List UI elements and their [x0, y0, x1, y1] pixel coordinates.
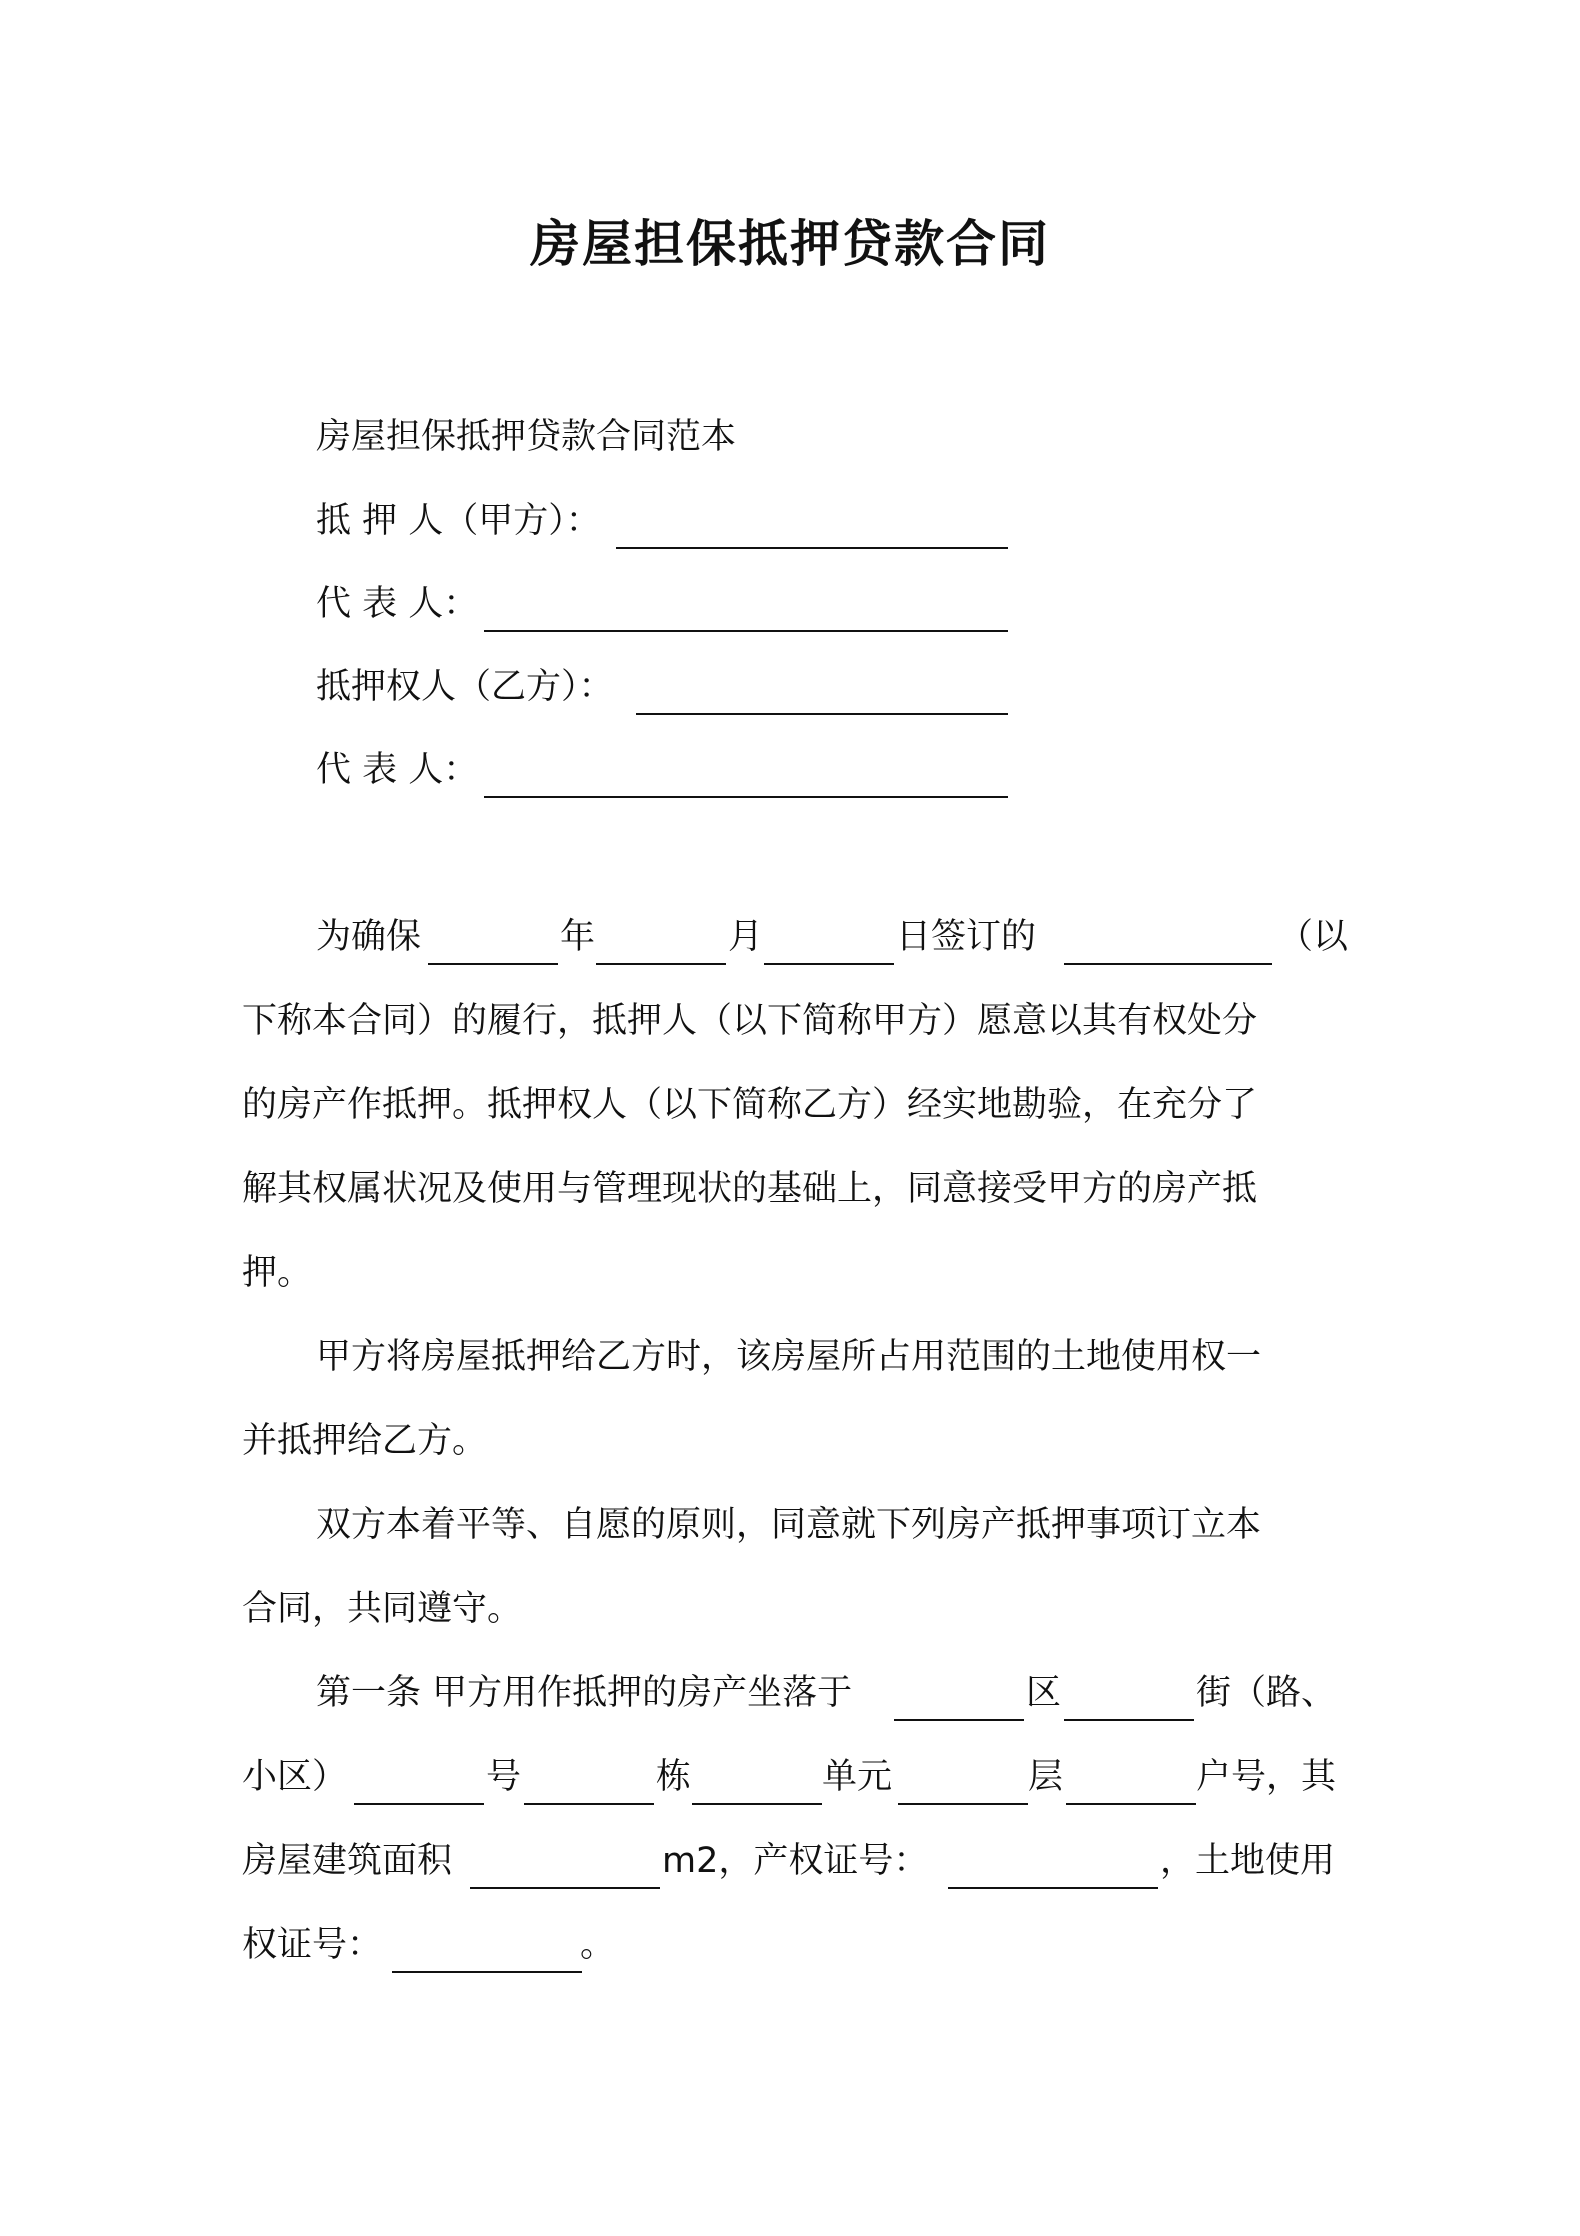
preamble-t4: 日签订的: [896, 917, 1037, 957]
article1-t2: 区: [1026, 1673, 1062, 1713]
article1-l3-t3: ，土地使用: [1160, 1841, 1336, 1881]
land-cert-blank[interactable]: [392, 1970, 582, 1973]
preamble-t2: 年: [560, 917, 596, 957]
preamble-line5: 押。: [242, 1253, 313, 1293]
year-blank[interactable]: [428, 962, 558, 965]
day-blank[interactable]: [764, 962, 894, 965]
month-blank[interactable]: [596, 962, 726, 965]
document-title: 房屋担保抵押贷款合同: [530, 215, 1050, 273]
area-blank[interactable]: [470, 1886, 660, 1889]
article1-l2-t1: 小区）: [242, 1757, 348, 1797]
para3-line2: 合同，共同遵守。: [242, 1589, 523, 1629]
article1-l2-t5: 层: [1028, 1757, 1064, 1797]
floor-blank[interactable]: [898, 1802, 1028, 1805]
para2-line1: 甲方将房屋抵押给乙方时，该房屋所占用范围的土地使用权一: [316, 1337, 1262, 1377]
article1-l3-t2: m2，产权证号：: [662, 1841, 929, 1881]
contract-name-blank[interactable]: [1064, 962, 1272, 965]
article1-t1: 第一条 甲方用作抵押的房产坐落于: [316, 1673, 853, 1713]
district-blank[interactable]: [894, 1718, 1024, 1721]
preamble-t3: 月: [728, 917, 764, 957]
article1-l2-t6: 户号，其: [1196, 1757, 1337, 1797]
article1-t3: 街（路、: [1196, 1673, 1337, 1713]
room-blank[interactable]: [1066, 1802, 1196, 1805]
preamble-t5: （以: [1278, 917, 1349, 957]
mortgagor-rep-label: 代 表 人：: [316, 584, 479, 624]
property-cert-blank[interactable]: [948, 1886, 1158, 1889]
mortgagee-rep-blank[interactable]: [484, 795, 1008, 798]
mortgagor-label: 抵 押 人（甲方）：: [316, 501, 601, 541]
preamble-line2: 下称本合同）的履行，抵押人（以下简称甲方）愿意以其有权处分: [242, 1001, 1258, 1041]
article1-l2-t2: 号: [486, 1757, 522, 1797]
preamble-line4: 解其权属状况及使用与管理现状的基础上，同意接受甲方的房产抵: [242, 1169, 1258, 1209]
article1-l3-t1: 房屋建筑面积: [242, 1841, 453, 1881]
street-blank[interactable]: [1064, 1718, 1194, 1721]
mortgagor-rep-blank[interactable]: [484, 629, 1008, 632]
document-subtitle: 房屋担保抵押贷款合同范本: [316, 417, 737, 457]
preamble-line3: 的房产作抵押。抵押权人（以下简称乙方）经实地勘验，在充分了: [242, 1085, 1258, 1125]
mortgagor-blank[interactable]: [616, 546, 1008, 549]
number-blank[interactable]: [354, 1802, 484, 1805]
article1-l4-t2: 。: [580, 1925, 616, 1965]
mortgagee-rep-label: 代 表 人：: [316, 750, 479, 790]
building-blank[interactable]: [524, 1802, 654, 1805]
para2-line2: 并抵押给乙方。: [242, 1421, 488, 1461]
mortgagee-label: 抵押权人（乙方）：: [316, 667, 614, 707]
para3-line1: 双方本着平等、自愿的原则，同意就下列房产抵押事项订立本: [316, 1505, 1262, 1545]
mortgagee-blank[interactable]: [636, 712, 1008, 715]
article1-l4-t1: 权证号：: [242, 1925, 383, 1965]
unit-blank[interactable]: [692, 1802, 822, 1805]
article1-l2-t3: 栋: [656, 1757, 692, 1797]
preamble-t1: 为确保: [316, 917, 422, 957]
article1-l2-t4: 单元: [822, 1757, 893, 1797]
